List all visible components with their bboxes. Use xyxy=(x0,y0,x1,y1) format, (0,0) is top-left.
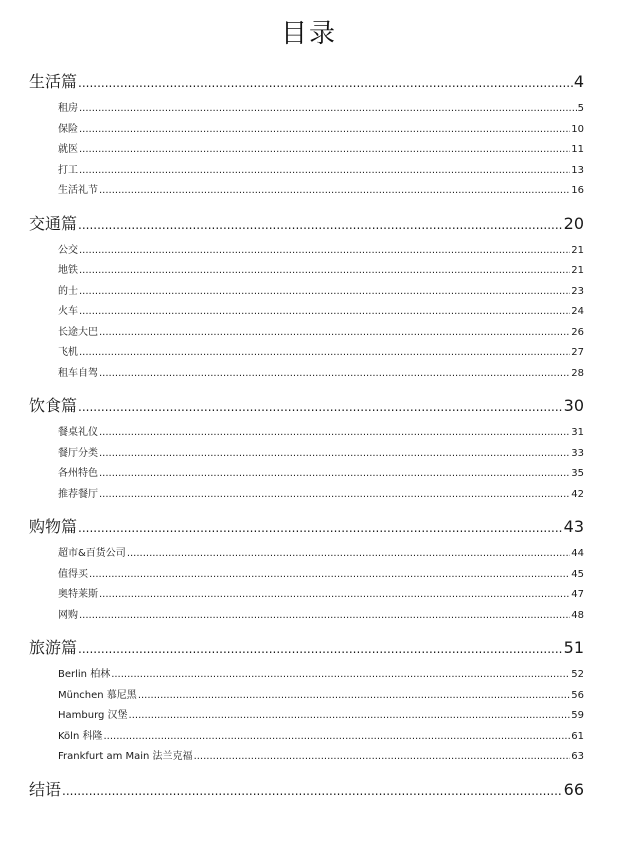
entry-page-number: 61 xyxy=(571,730,584,742)
entry-page-number: 21 xyxy=(571,244,584,256)
entry-title: 生活礼节 xyxy=(58,185,98,196)
dot-leader xyxy=(78,395,563,419)
chapter-title: 旅游篇 xyxy=(29,638,78,657)
dot-leader xyxy=(79,140,570,161)
toc-entry[interactable] xyxy=(29,302,584,323)
entry-page-number: 10 xyxy=(571,123,584,135)
toc-chapter-row[interactable] xyxy=(29,70,584,94)
dot-leader xyxy=(78,637,563,661)
toc-entry[interactable] xyxy=(29,323,584,344)
chapter-page-number: 30 xyxy=(563,396,584,415)
dot-leader xyxy=(99,444,570,465)
entry-title: Köln 科隆 xyxy=(58,730,103,742)
entry-title: Frankfurt am Main 法兰克福 xyxy=(58,751,193,762)
toc-entry[interactable] xyxy=(29,343,584,364)
entry-page-number: 21 xyxy=(571,265,584,276)
chapter-title: 生活篇 xyxy=(29,72,78,91)
toc-entry[interactable] xyxy=(29,485,584,506)
dot-leader xyxy=(79,120,570,141)
toc-chapter-row[interactable] xyxy=(29,778,584,802)
toc-entry[interactable] xyxy=(29,444,584,465)
toc-entry[interactable] xyxy=(29,665,584,686)
entry-page-number: 59 xyxy=(571,710,584,721)
entry-title: 网购 xyxy=(58,609,78,621)
toc-list xyxy=(29,70,584,802)
dot-leader xyxy=(99,464,570,485)
dot-leader xyxy=(138,686,570,707)
entry-page-number: 33 xyxy=(571,447,584,459)
toc-chapter-row[interactable] xyxy=(29,636,584,660)
dot-leader xyxy=(127,544,570,565)
entry-page-number: 11 xyxy=(571,144,584,155)
entry-title: 租房 xyxy=(58,103,78,114)
entry-title: München 慕尼黑 xyxy=(58,689,137,701)
entry-title: 飞机 xyxy=(58,347,78,358)
chapter-title: 结语 xyxy=(29,779,62,799)
toc-chapter-row[interactable] xyxy=(29,515,584,539)
entry-title: 推荐餐厅 xyxy=(58,488,98,500)
entry-page-number: 31 xyxy=(571,427,584,438)
toc-entry[interactable] xyxy=(29,120,584,141)
toc-chapter xyxy=(29,636,584,768)
dot-leader xyxy=(79,241,570,262)
entry-title: 就医 xyxy=(58,144,78,155)
dot-leader xyxy=(99,181,570,202)
chapter-title: 饮食篇 xyxy=(29,396,78,415)
entry-title: 的士 xyxy=(58,285,78,297)
toc-entry[interactable] xyxy=(29,544,584,565)
chapter-page-number: 66 xyxy=(563,779,584,799)
dot-leader xyxy=(78,516,563,540)
dot-leader xyxy=(89,565,570,586)
dot-leader xyxy=(79,606,570,627)
entry-page-number: 56 xyxy=(571,689,584,701)
toc-entry[interactable] xyxy=(29,140,584,161)
entry-page-number: 23 xyxy=(571,285,584,297)
dot-leader xyxy=(79,99,577,120)
toc-entry[interactable] xyxy=(29,706,584,727)
toc-entry[interactable] xyxy=(29,565,584,586)
entry-title: 保险 xyxy=(58,123,78,135)
toc-chapter xyxy=(29,394,584,505)
entry-page-number: 44 xyxy=(571,548,584,559)
dot-leader xyxy=(62,779,563,803)
entry-page-number: 45 xyxy=(571,568,584,580)
dot-leader xyxy=(99,364,570,385)
dot-leader xyxy=(103,727,570,748)
chapter-page-number: 51 xyxy=(563,638,584,657)
entry-page-number: 48 xyxy=(571,609,584,621)
toc-chapter-row[interactable] xyxy=(29,394,584,418)
page-title: 目录 xyxy=(280,19,337,49)
toc-chapter xyxy=(29,70,584,202)
toc-entry[interactable] xyxy=(29,606,584,627)
entry-title: 公交 xyxy=(58,244,78,256)
toc-entry[interactable] xyxy=(29,282,584,303)
dot-leader xyxy=(79,161,570,182)
entry-page-number: 13 xyxy=(571,164,584,176)
toc-chapter-row[interactable] xyxy=(29,212,584,236)
entry-title: 打工 xyxy=(58,164,78,176)
entry-title: 长途大巴 xyxy=(58,326,98,338)
dot-leader xyxy=(79,302,570,323)
entry-page-number: 47 xyxy=(571,589,584,600)
entry-page-number: 42 xyxy=(571,488,584,500)
toc-entry[interactable] xyxy=(29,747,584,768)
chapter-page-number: 4 xyxy=(573,72,584,91)
toc-entry[interactable] xyxy=(29,161,584,182)
dot-leader xyxy=(79,282,570,303)
entry-title: 值得买 xyxy=(58,568,88,580)
entry-title: 餐桌礼仪 xyxy=(58,427,98,438)
toc-entry[interactable] xyxy=(29,241,584,262)
toc-chapter xyxy=(29,778,584,802)
entry-title: Hamburg 汉堡 xyxy=(58,710,128,721)
dot-leader xyxy=(129,706,571,727)
toc-entry[interactable] xyxy=(29,686,584,707)
chapter-title: 交通篇 xyxy=(29,213,78,233)
entry-page-number: 28 xyxy=(571,367,584,379)
entry-page-number: 24 xyxy=(571,306,584,317)
toc-entry[interactable] xyxy=(29,464,584,485)
dot-leader xyxy=(79,343,570,364)
toc-entry[interactable] xyxy=(29,423,584,444)
entry-title: 各州特色 xyxy=(58,468,98,479)
toc-entry[interactable] xyxy=(29,364,584,385)
dot-leader xyxy=(78,71,573,95)
toc-entry[interactable] xyxy=(29,585,584,606)
entry-page-number: 52 xyxy=(571,669,584,680)
dot-leader xyxy=(99,423,570,444)
toc-entry[interactable] xyxy=(29,99,584,120)
chapter-page-number: 20 xyxy=(563,213,584,233)
entry-page-number: 5 xyxy=(577,103,584,114)
toc-entry[interactable] xyxy=(29,727,584,748)
toc-entry[interactable] xyxy=(29,261,584,282)
dot-leader xyxy=(111,665,570,686)
dot-leader xyxy=(79,261,570,282)
entry-page-number: 27 xyxy=(571,347,584,358)
entry-title: 火车 xyxy=(58,306,78,317)
toc-chapter xyxy=(29,515,584,626)
entry-page-number: 26 xyxy=(571,326,584,338)
chapter-page-number: 43 xyxy=(563,517,584,536)
toc-entry[interactable] xyxy=(29,181,584,202)
entry-title: 奥特莱斯 xyxy=(58,589,98,600)
dot-leader xyxy=(99,585,570,606)
dot-leader xyxy=(99,485,570,506)
dot-leader xyxy=(78,213,563,237)
dot-leader xyxy=(99,323,570,344)
entry-title: Berlin 柏林 xyxy=(58,669,111,680)
entry-title: 地铁 xyxy=(58,265,78,276)
entry-title: 餐厅分类 xyxy=(58,447,98,459)
entry-page-number: 63 xyxy=(571,751,584,762)
entry-title: 租车自驾 xyxy=(58,367,98,379)
dot-leader xyxy=(194,747,571,768)
chapter-title: 购物篇 xyxy=(29,517,78,536)
entry-page-number: 35 xyxy=(571,468,584,479)
toc-chapter xyxy=(29,212,584,385)
entry-page-number: 16 xyxy=(571,185,584,196)
entry-title: 超市&百货公司 xyxy=(58,548,126,559)
